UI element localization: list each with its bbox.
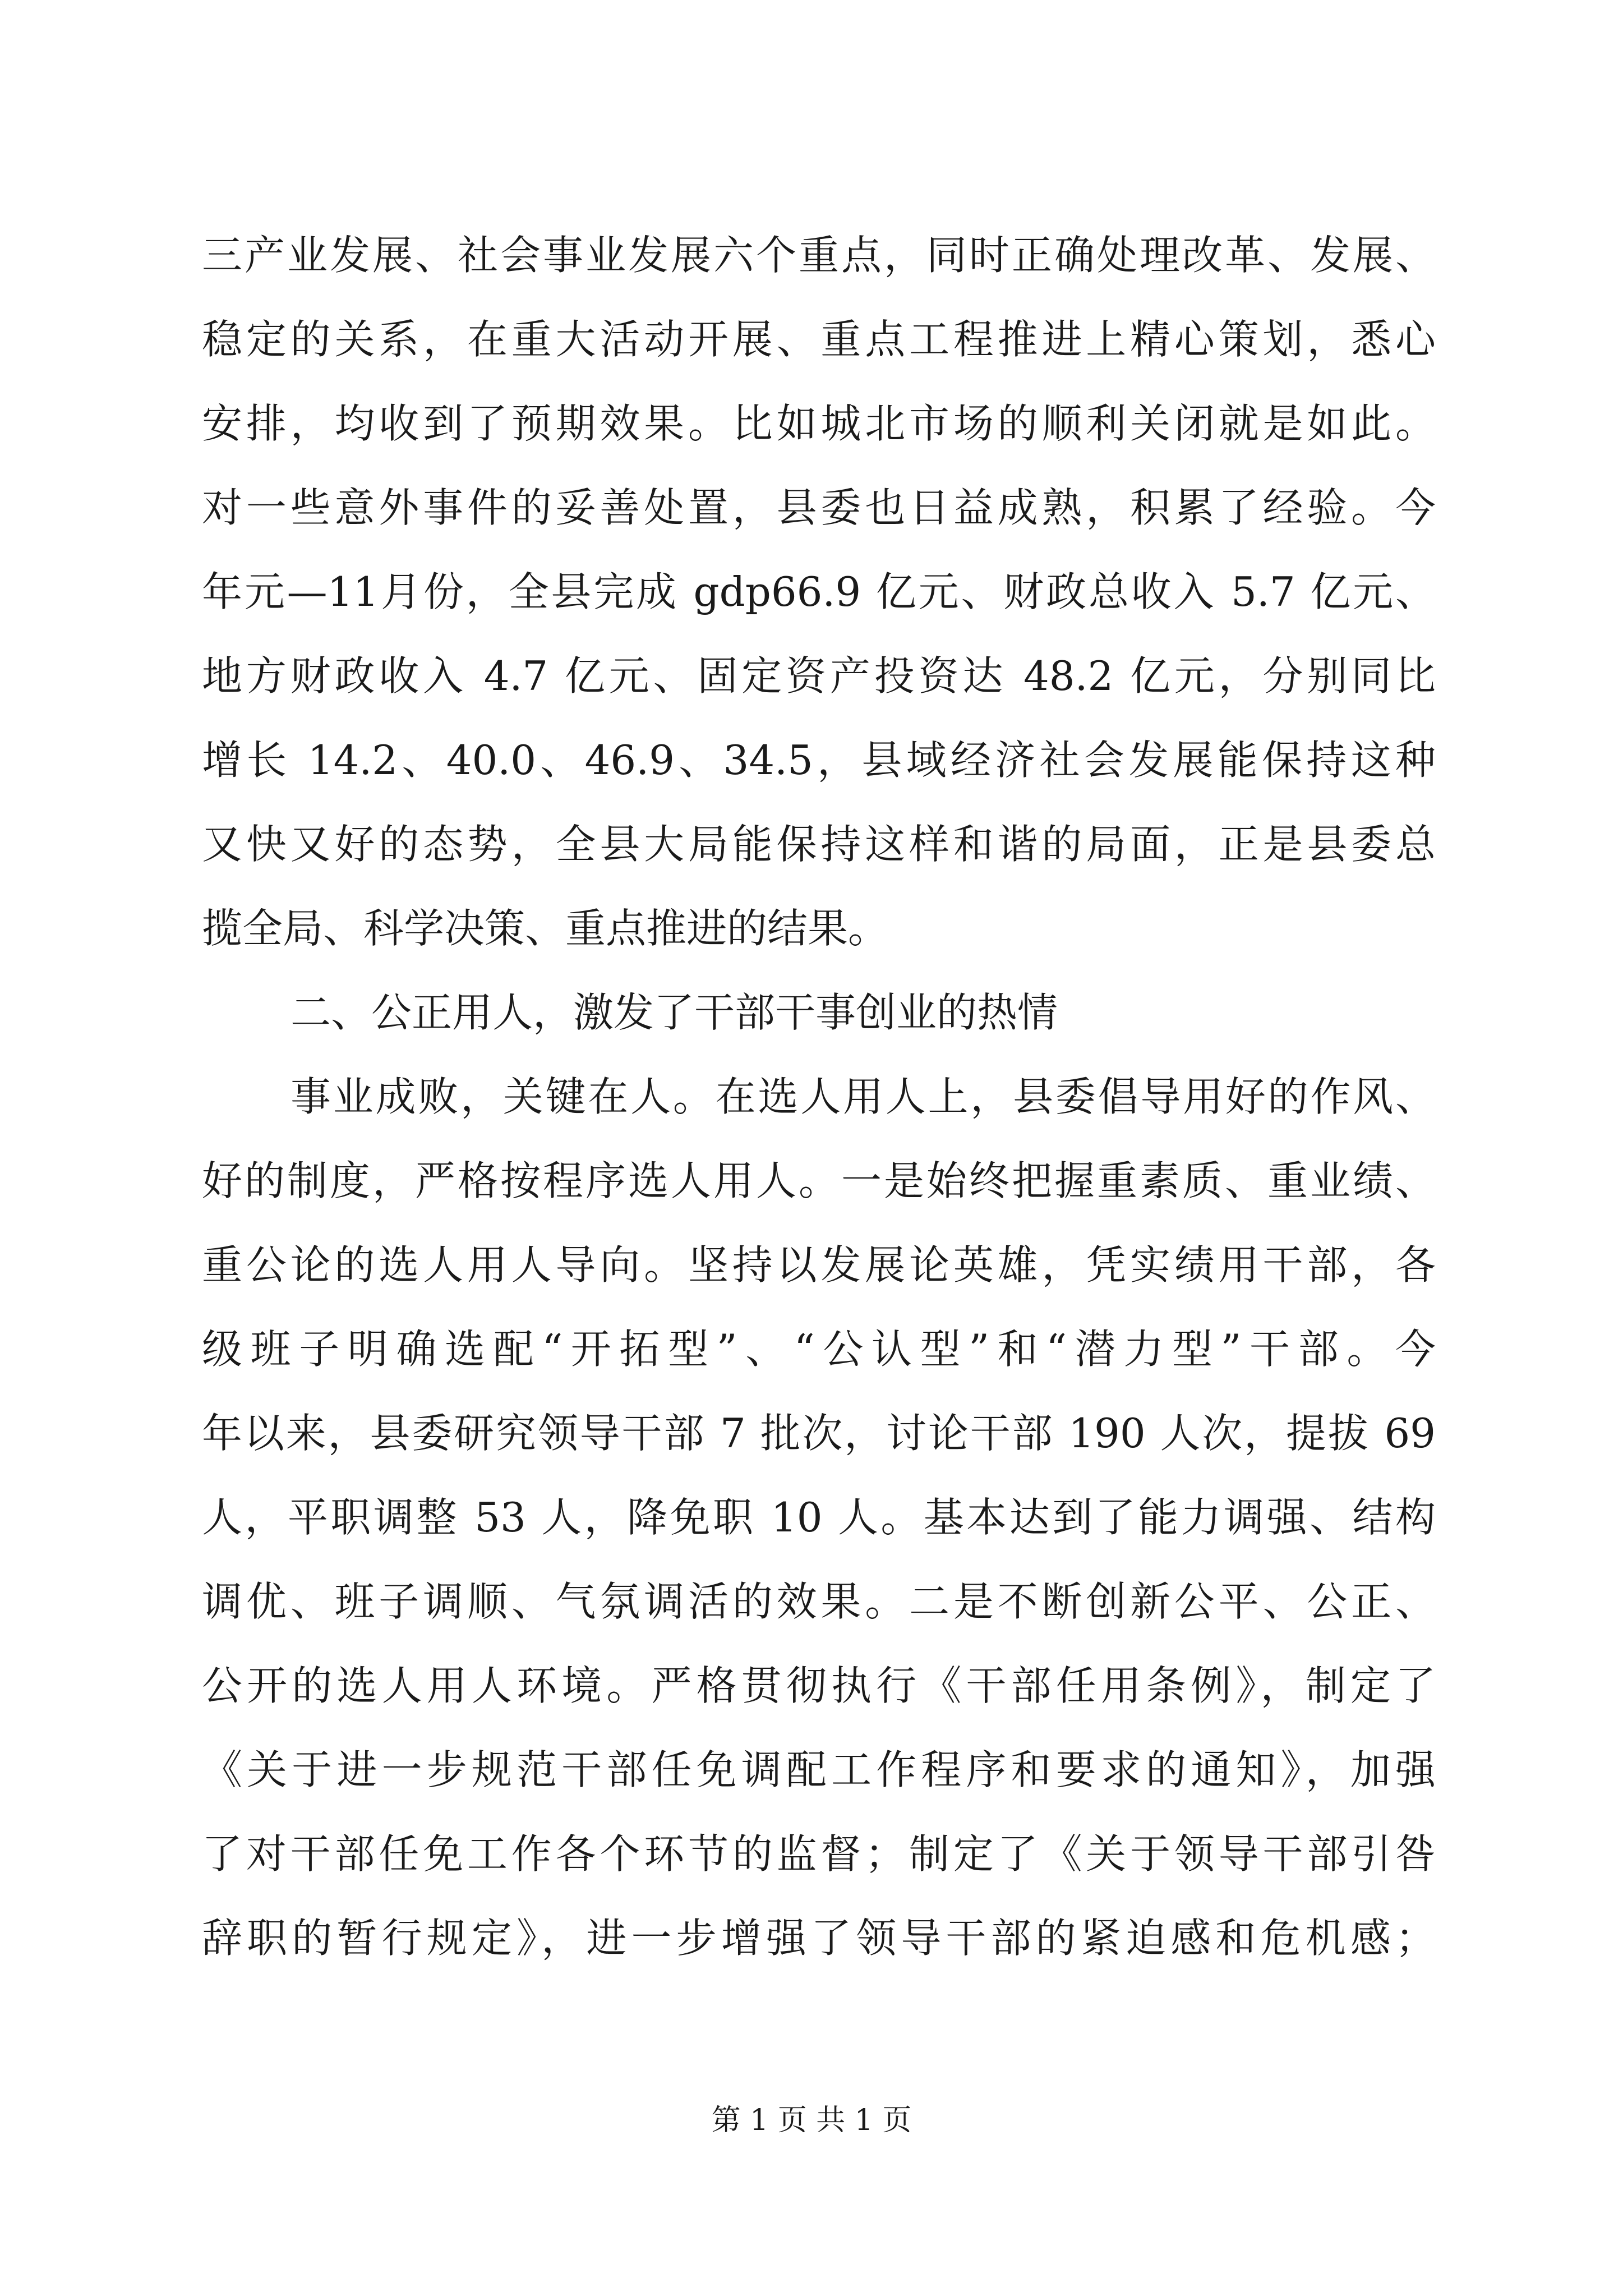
body-line-19: 《关于进一步规范干部任免调配工作程序和要求的通知》，加强 — [202, 1746, 1436, 1793]
body-line-5: 年元—11月份，全县完成 gdp66.9 亿元、财政总收入 5.7 亿元、 — [202, 568, 1436, 615]
body-line-7: 增长 14.2、40.0、46.9、34.5，县域经济社会发展能保持这种 — [202, 737, 1436, 784]
body-line-4: 对一些意外事件的妥善处置，县委也日益成熟，积累了经验。今 — [202, 484, 1436, 531]
body-line-17: 调优、班子调顺、气氛调活的效果。二是不断创新公平、公正、 — [202, 1578, 1436, 1625]
body-line-12: 好的制度，严格按程序选人用人。一是始终把握重素质、重业绩、 — [202, 1157, 1436, 1204]
body-line-13: 重公论的选人用人导向。坚持以发展论英雄，凭实绩用干部，各 — [202, 1241, 1436, 1289]
body-line-9: 揽全局、科学决策、重点推进的结果。 — [202, 905, 889, 952]
body-line-2: 稳定的关系，在重大活动开展、重点工程推进上精心策划，悉心 — [202, 316, 1436, 363]
body-line-21: 辞职的暂行规定》，进一步增强了领导干部的紧迫感和危机感； — [202, 1915, 1436, 1962]
body-line-14: 级班子明确选配“开拓型”、“公认型”和“潜力型”干部。今 — [202, 1326, 1436, 1373]
page-footer — [0, 2098, 1623, 2143]
body-line-11: 事业成败，关键在人。在选人用人上，县委倡导用好的作风、 — [291, 1073, 1436, 1120]
body-line-3: 安排，均收到了预期效果。比如城北市场的顺利关闭就是如此。 — [202, 400, 1436, 447]
body-line-18: 公开的选人用人环境。严格贯彻执行《干部任用条例》，制定了 — [202, 1662, 1436, 1709]
body-line-16: 人，平职调整 53 人，降免职 10 人。基本达到了能力调强、结构 — [202, 1494, 1436, 1541]
page-number-label: 第 1 页 共 1 页 — [711, 2104, 912, 2137]
body-line-15: 年以来，县委研究领导干部 7 批次，讨论干部 190 人次，提拔 69 — [202, 1410, 1436, 1457]
body-line-1: 三产业发展、社会事业发展六个重点，同时正确处理改革、发展、 — [202, 232, 1436, 279]
body-line-6: 地方财政收入 4.7 亿元、固定资产投资达 48.2 亿元，分别同比 — [202, 652, 1436, 700]
section-heading: 二、公正用人，激发了干部干事创业的热情 — [291, 989, 1058, 1036]
body-line-8: 又快又好的态势，全县大局能保持这样和谐的局面，正是县委总 — [202, 821, 1436, 868]
body-line-20: 了对干部任免工作各个环节的监督；制定了《关于领导干部引咎 — [202, 1830, 1436, 1878]
